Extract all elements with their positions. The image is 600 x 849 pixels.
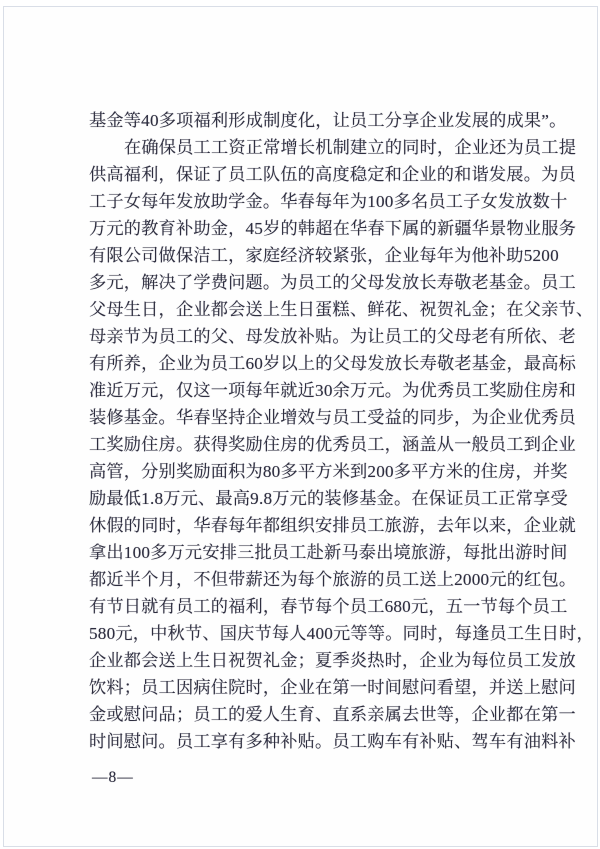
text-line: 工子女每年发放助学金。华春每年为100多名员工子女发放数十	[89, 192, 568, 211]
text-line: 工奖励住房。获得奖励住房的优秀员工，涵盖从一般员工到企业	[89, 435, 576, 454]
text-line: 饮料；员工因病住院时，企业在第一时间慰问看望，并送上慰问	[89, 678, 576, 697]
text-line: 有节日就有员工的福利，春节每个员工680元，五一节每个员工	[89, 597, 568, 616]
text-line: 装修基金。华春坚持企业增效与员工受益的同步，为企业优秀员	[89, 408, 576, 427]
page-background	[3, 6, 598, 847]
text-line: 有限公司做保洁工，家庭经济较紧张，企业每年为他补助5200	[89, 246, 559, 265]
text-line: 母亲节为员工的父、母发放补贴。为让员工的父母老有所依、老	[89, 327, 576, 346]
page-number: —8—	[92, 769, 134, 786]
text-line: 580元，中秋节、国庆节每人400元等等。同时，每逢员工生日时，	[89, 624, 594, 643]
text-line: 有所养，企业为员工60岁以上的父母发放长寿敬老基金，最高标	[89, 354, 577, 373]
text-line: 基金等40多项福利形成制度化，让员工分享企业发展的成果”。	[89, 111, 567, 130]
text-line: 万元的教育补助金，45岁的韩超在华春下属的新疆华景物业服务	[89, 219, 577, 238]
text-line: 拿出100多万元安排三批员工赴新马泰出境旅游，每批出游时间	[89, 543, 568, 562]
text-line: 高管，分别奖励面积为80多平方米到200多平方米的住房，并奖	[89, 462, 568, 481]
text-line-paragraph-start: 在确保员工工资正常增长机制建立的同时，企业还为员工提	[124, 138, 577, 157]
text-line: 多元，解决了学费问题。为员工的父母发放长寿敬老基金。员工	[89, 273, 576, 292]
text-line: 时间慰问。员工享有多种补贴。员工购车有补贴、驾车有油料补	[89, 732, 576, 751]
body-text	[89, 107, 594, 755]
text-line: 企业都会送上生日祝贺礼金；夏季炎热时，企业为每位员工发放	[89, 651, 576, 670]
text-line: 都近半个月，不但带薪还为每个旅游的员工送上2000元的红包。	[89, 570, 577, 589]
text-line: 休假的同时，华春每年都组织安排员工旅游，去年以来，企业就	[89, 516, 576, 535]
text-line: 准近万元，仅这一项每年就近30余万元。为优秀员工奖励住房和	[89, 381, 577, 400]
text-line: 励最低1.8万元、最高9.8万元的装修基金。在保证员工正常享受	[89, 489, 568, 508]
text-line: 父母生日，企业都会送上生日蛋糕、鲜花、祝贺礼金；在父亲节、	[89, 300, 594, 319]
text-line: 金或慰问品；员工的爱人生育、直系亲属去世等，企业都在第一	[89, 705, 576, 724]
text-line: 供高福利，保证了员工队伍的高度稳定和企业的和谐发展。为员	[89, 165, 576, 184]
